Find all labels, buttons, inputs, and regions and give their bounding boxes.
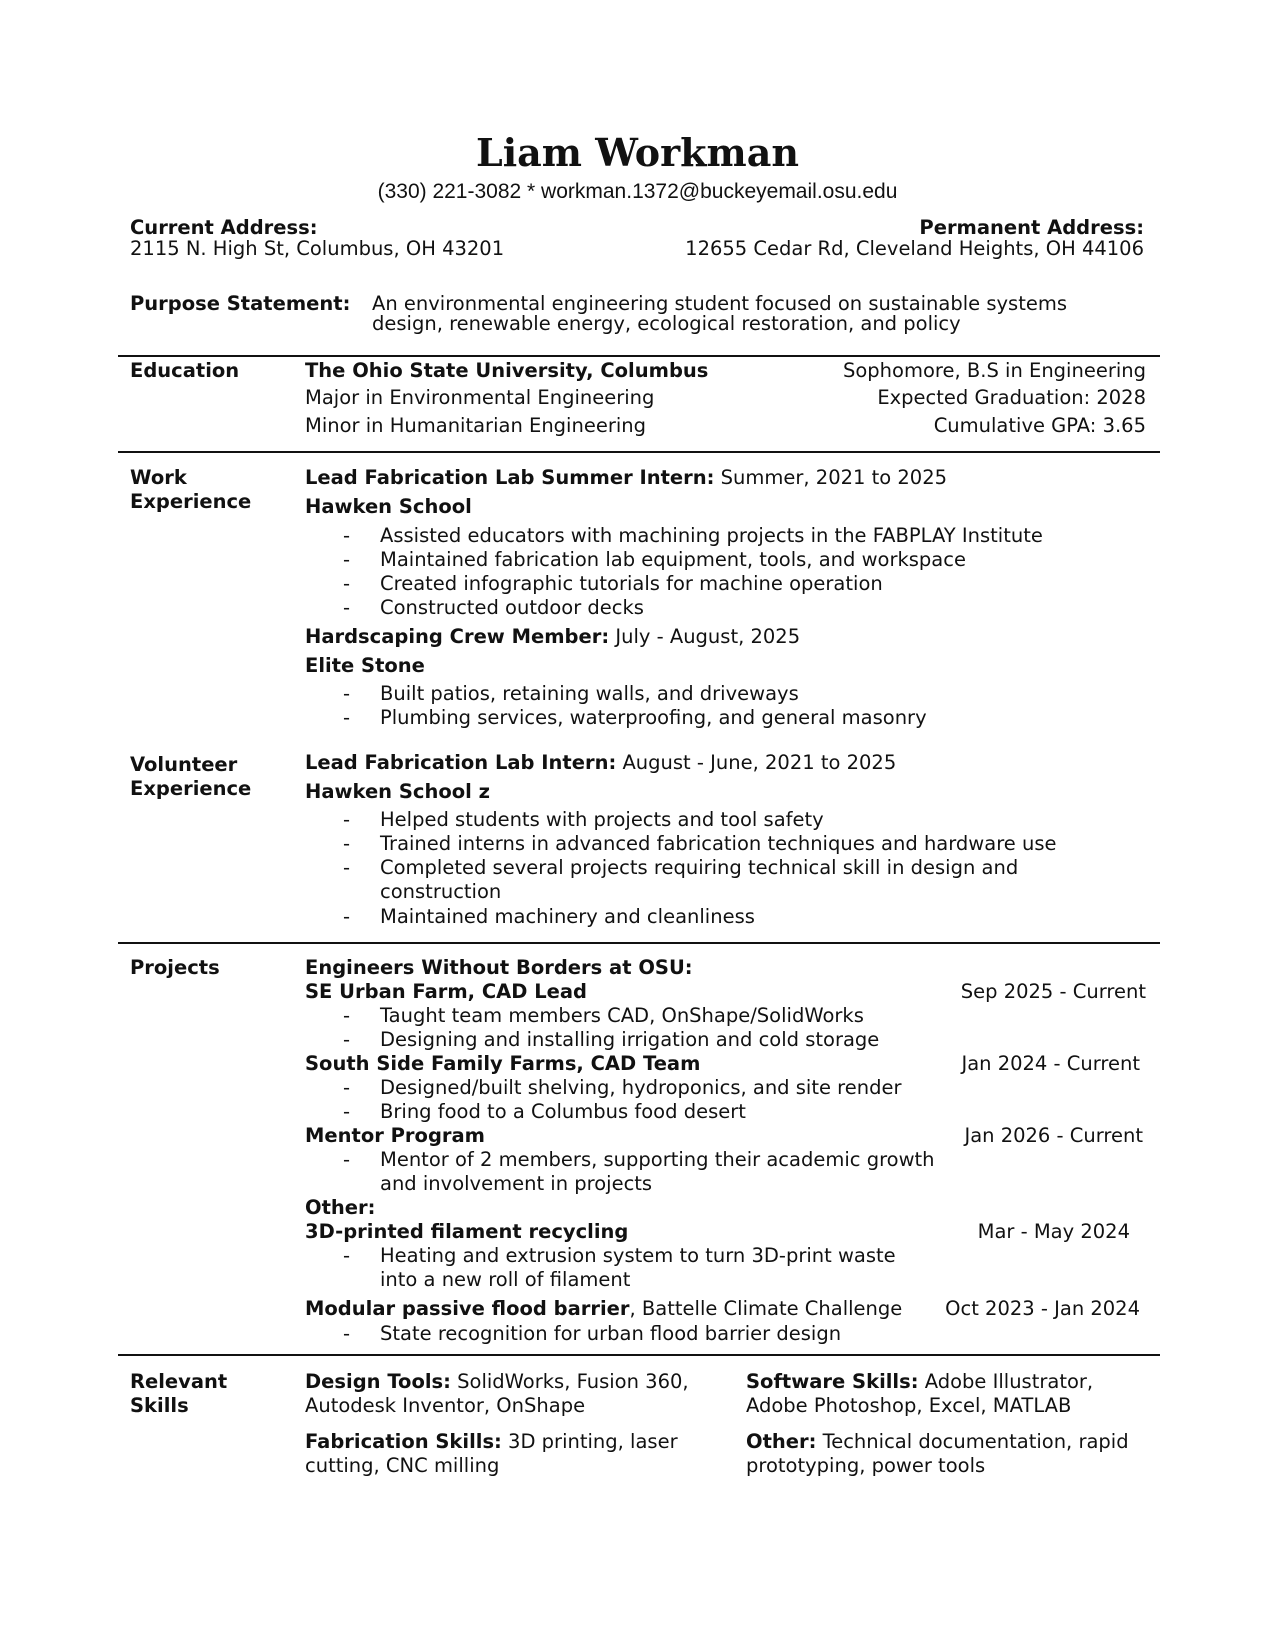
volunteer-bullet: Completed several projects requiring technical skill in design and: [380, 856, 1019, 879]
bullet-dash: -: [343, 524, 351, 547]
bullet-dash: -: [343, 548, 351, 571]
education-school: The Ohio State University, Columbus: [305, 359, 709, 382]
project-dates: Mar - May 2024: [977, 1220, 1130, 1243]
job-2-header: [305, 625, 800, 648]
bullet-dash: -: [343, 596, 351, 619]
work-heading-line-2: Experience: [130, 490, 252, 513]
volunteer-header: [305, 751, 896, 774]
project-title: SE Urban Farm, CAD Lead: [305, 980, 588, 1003]
volunteer-dates: August - June, 2021 to 2025: [616, 751, 897, 774]
volunteer-title: Lead Fabrication Lab Intern:: [305, 751, 617, 774]
purpose-line-1: An environmental engineering student focused on sustainable systems: [372, 292, 1068, 315]
job-1-bullet: Maintained fabrication lab equipment, tools, and workspace: [380, 548, 966, 571]
project-bullet: Heating and extrusion system to turn 3D-print waste: [380, 1244, 896, 1267]
skills-heading-line-1: Relevant: [130, 1370, 228, 1393]
current-address-label: Current Address:: [130, 216, 318, 239]
job-1-bullet: Created infographic tutorials for machine operation: [380, 572, 883, 595]
volunteer-heading-line-2: Experience: [130, 777, 252, 800]
ewb-heading: Engineers Without Borders at OSU:: [305, 956, 693, 979]
education-standing: Sophomore, B.S in Engineering: [842, 359, 1146, 382]
job-1-bullet: Constructed outdoor decks: [380, 596, 644, 619]
section-divider: [118, 451, 1160, 453]
skills-design-line-2: Autodesk Inventor, OnShape: [305, 1394, 586, 1417]
job-2-title: Hardscaping Crew Member:: [305, 625, 610, 648]
project-dates: Jan 2024 - Current: [961, 1052, 1140, 1075]
volunteer-bullet: Maintained machinery and cleanliness: [380, 905, 755, 928]
project-bullet: State recognition for urban flood barrier design: [380, 1322, 842, 1345]
job-1-dates: Summer, 2021 to 2025: [714, 466, 948, 489]
job-1-org: Hawken School: [305, 495, 472, 518]
job-1-header: [305, 466, 947, 489]
project-bullet: Mentor of 2 members, supporting their academic growth: [380, 1148, 935, 1171]
project-title: South Side Family Farms, CAD Team: [305, 1052, 701, 1075]
skills-other-line-2: prototyping, power tools: [746, 1454, 986, 1477]
volunteer-bullet-continued: construction: [380, 880, 502, 903]
job-2-bullet: Plumbing services, waterproofing, and general masonry: [380, 706, 927, 729]
education-heading: Education: [130, 359, 240, 382]
skills-fabrication: [305, 1430, 678, 1453]
bullet-dash: -: [343, 808, 351, 831]
volunteer-bullet: Helped students with projects and tool safety: [380, 808, 824, 831]
bullet-dash: -: [343, 1244, 351, 1267]
skills-fabrication-line-2: cutting, CNC milling: [305, 1454, 500, 1477]
contact-line: (330) 221-3082 * workman.1372@buckeyemail.osu.edu: [377, 180, 898, 203]
project-header: [305, 1297, 902, 1320]
bullet-dash: -: [343, 832, 351, 855]
bullet-dash: -: [343, 856, 351, 879]
skills-fabrication-label: Fabrication Skills:: [305, 1430, 502, 1453]
education-minor: Minor in Humanitarian Engineering: [305, 414, 647, 437]
other-heading: Other:: [305, 1196, 376, 1219]
resume-name: Liam Workman: [476, 130, 799, 175]
permanent-address-label: Permanent Address:: [919, 216, 1144, 239]
bullet-dash: -: [343, 1148, 351, 1171]
projects-heading: Projects: [130, 956, 220, 979]
project-dates: Sep 2025 - Current: [960, 980, 1146, 1003]
project-title: 3D-printed filament recycling: [305, 1220, 629, 1243]
section-divider: [118, 942, 1160, 944]
skills-heading-line-2: Skills: [130, 1394, 189, 1417]
skills-other-label: Other:: [746, 1430, 817, 1453]
bullet-dash: -: [343, 682, 351, 705]
job-1-title: Lead Fabrication Lab Summer Intern:: [305, 466, 715, 489]
skills-other-line-1: Technical documentation, rapid: [816, 1430, 1129, 1453]
bullet-dash: -: [343, 1100, 351, 1123]
project-suffix: , Battelle Climate Challenge: [629, 1297, 903, 1320]
bullet-dash: -: [343, 905, 351, 928]
job-2-bullet: Built patios, retaining walls, and driveways: [380, 682, 799, 705]
skills-design-line-1: SolidWorks, Fusion 360,: [450, 1370, 689, 1393]
section-divider: [118, 1354, 1160, 1356]
project-bullet: Taught team members CAD, OnShape/SolidWorks: [380, 1004, 864, 1027]
project-bullet-continued: and involvement in projects: [380, 1172, 653, 1195]
skills-design-label: Design Tools:: [305, 1370, 451, 1393]
skills-software-label: Software Skills:: [746, 1370, 919, 1393]
bullet-dash: -: [343, 1028, 351, 1051]
skills-design: [305, 1370, 689, 1393]
work-heading-line-1: Work: [130, 466, 187, 489]
skills-software-line-1: Adobe Illustrator,: [918, 1370, 1094, 1393]
skills-fabrication-line-1: 3D printing, laser: [501, 1430, 678, 1453]
bullet-dash: -: [343, 1004, 351, 1027]
volunteer-org: Hawken School z: [305, 780, 490, 803]
bullet-dash: -: [343, 706, 351, 729]
section-divider: [118, 355, 1160, 357]
project-bullet: Designing and installing irrigation and cold storage: [380, 1028, 880, 1051]
volunteer-bullet: Trained interns in advanced fabrication techniques and hardware use: [380, 832, 1057, 855]
bullet-dash: -: [343, 1322, 351, 1345]
bullet-dash: -: [343, 572, 351, 595]
job-2-org: Elite Stone: [305, 654, 425, 677]
skills-other: [746, 1430, 1129, 1453]
current-address-value: 2115 N. High St, Columbus, OH 43201: [130, 237, 505, 260]
project-title: Modular passive flood barrier: [305, 1297, 630, 1320]
education-major: Major in Environmental Engineering: [305, 386, 655, 409]
project-bullet: Bring food to a Columbus food desert: [380, 1100, 746, 1123]
purpose-label: Purpose Statement:: [130, 292, 351, 315]
education-graduation: Expected Graduation: 2028: [877, 386, 1146, 409]
permanent-address-value: 12655 Cedar Rd, Cleveland Heights, OH 44106: [685, 237, 1144, 260]
skills-software: [746, 1370, 1093, 1393]
project-dates: Oct 2023 - Jan 2024: [945, 1297, 1140, 1320]
project-bullet-continued: into a new roll of filament: [380, 1268, 631, 1291]
job-1-bullet: Assisted educators with machining projects in the FABPLAY Institute: [380, 524, 1043, 547]
project-title: Mentor Program: [305, 1124, 485, 1147]
purpose-line-2: design, renewable energy, ecological restoration, and policy: [372, 312, 961, 335]
project-bullet: Designed/built shelving, hydroponics, and site render: [380, 1076, 902, 1099]
volunteer-heading-line-1: Volunteer: [130, 753, 238, 776]
skills-software-line-2: Adobe Photoshop, Excel, MATLAB: [746, 1394, 1072, 1417]
education-gpa: Cumulative GPA: 3.65: [933, 414, 1146, 437]
bullet-dash: -: [343, 1076, 351, 1099]
job-2-dates: July - August, 2025: [609, 625, 801, 648]
project-dates: Jan 2026 - Current: [964, 1124, 1143, 1147]
